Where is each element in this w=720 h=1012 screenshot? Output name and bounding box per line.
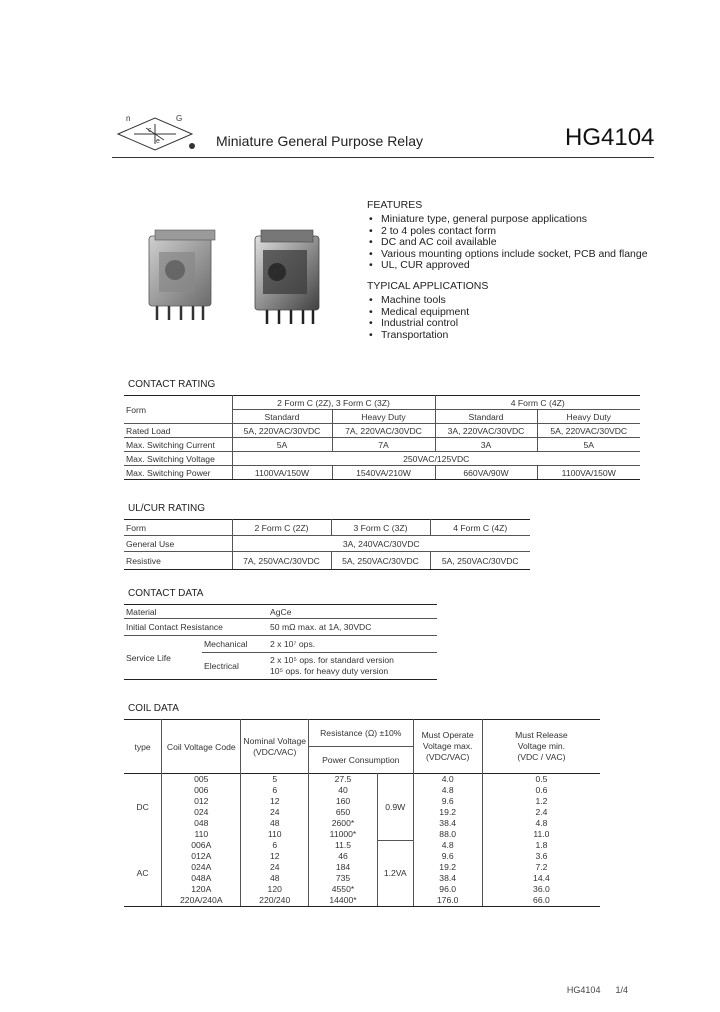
row-label: Resistive xyxy=(124,552,232,570)
nominal-voltage: 120 xyxy=(241,884,309,895)
resistance: 160 xyxy=(309,796,378,807)
header-nominal xyxy=(241,720,309,774)
cell xyxy=(268,653,437,680)
cell: 1540VA/210W xyxy=(332,466,435,480)
row-label: Max. Switching Voltage xyxy=(124,452,232,466)
svg-text:n: n xyxy=(126,114,131,123)
list-item: • Industrial control xyxy=(367,318,469,330)
operate-voltage: 4.8 xyxy=(413,840,482,851)
resistance: 11.5 xyxy=(309,840,378,851)
svg-text:G: G xyxy=(176,114,183,123)
column-header: 4 Form C (4Z) xyxy=(430,520,530,536)
coil-type-dc: DC xyxy=(124,774,162,841)
coil-code: 048A xyxy=(162,873,241,884)
operate-voltage: 19.2 xyxy=(413,807,482,818)
resistance: 14400* xyxy=(309,895,378,907)
document-subtitle: Miniature General Purpose Relay xyxy=(216,133,423,149)
list-item: • Miniature type, general purpose applications xyxy=(367,214,648,226)
list-item: • Transportation xyxy=(367,330,469,342)
cell: 5A, 250VAC/30VDC xyxy=(430,552,530,570)
header-release xyxy=(482,720,600,774)
resistance: 735 xyxy=(309,873,378,884)
coil-code: 048 xyxy=(162,818,241,829)
row-label: Max. Switching Power xyxy=(124,466,232,480)
row-label: Rated Load xyxy=(124,424,232,438)
row-label: Max. Switching Current xyxy=(124,438,232,452)
nominal-voltage: 12 xyxy=(241,851,309,862)
coil-type-ac: AC xyxy=(124,840,162,907)
header-operate-line: Must Operate xyxy=(421,730,474,740)
nominal-voltage: 6 xyxy=(241,785,309,796)
release-voltage: 2.4 xyxy=(535,807,548,817)
coil-code: 024 xyxy=(162,807,241,818)
coil-code: 005 xyxy=(162,774,241,786)
operate-voltage: 38.4 xyxy=(413,873,482,884)
cell: 5A, 220VAC/30VDC xyxy=(232,424,332,438)
row-label: General Use xyxy=(124,536,232,552)
ul-rating-table xyxy=(124,519,530,570)
cell: 5A, 220VAC/30VDC xyxy=(537,424,640,438)
footer-model: HG4104 xyxy=(566,985,601,995)
resistance: 650 xyxy=(309,807,378,818)
sub-header: Heavy Duty xyxy=(332,410,435,424)
operate-voltage: 9.6 xyxy=(413,796,482,807)
release-voltage: 4.8 xyxy=(535,818,548,828)
coil-code: 024A xyxy=(162,862,241,873)
nominal-voltage: 24 xyxy=(241,862,309,873)
coil-data-title: COIL DATA xyxy=(128,703,179,714)
resistance: 46 xyxy=(309,851,378,862)
coil-code: 110 xyxy=(162,829,241,840)
nominal-voltage: 24 xyxy=(241,807,309,818)
resistance: 11000* xyxy=(309,829,378,840)
release-voltage: 36.0 xyxy=(533,884,550,894)
applications-title: TYPICAL APPLICATIONS xyxy=(367,280,489,292)
svg-text:c: c xyxy=(148,127,152,134)
page-number: 1/4 xyxy=(615,985,628,995)
header-release-line: (VDC / VAC) xyxy=(517,752,566,762)
page-footer xyxy=(567,985,628,995)
cell: 1100VA/150W xyxy=(232,466,332,480)
electrical-standard: 2 x 10⁵ ops. for standard version xyxy=(270,655,394,665)
resistance: 27.5 xyxy=(309,774,378,786)
header-release-line: Must Release xyxy=(515,730,568,740)
nominal-voltage: 48 xyxy=(241,873,309,884)
operate-voltage: 4.0 xyxy=(413,774,482,786)
sub-header: Standard xyxy=(435,410,537,424)
operate-voltage: 176.0 xyxy=(413,895,482,907)
contact-data-title: CONTACT DATA xyxy=(128,588,204,599)
coil-code: 220A/240A xyxy=(162,895,241,907)
power-dc: 0.9W xyxy=(377,774,413,841)
company-logo xyxy=(112,112,198,154)
coil-code: 006A xyxy=(162,840,241,851)
ul-rating-title: UL/CUR RATING xyxy=(128,503,206,514)
coil-code: 120A xyxy=(162,884,241,895)
cell: 5A xyxy=(537,438,640,452)
cell: 3A xyxy=(435,438,537,452)
cell: 3A, 220VAC/30VDC xyxy=(435,424,537,438)
release-voltage: 14.4 xyxy=(533,873,550,883)
contact-rating-table xyxy=(124,395,640,480)
cell: 7A, 250VAC/30VDC xyxy=(232,552,331,570)
header-nominal-line: (VDC/VAC) xyxy=(253,746,297,757)
contact-rating-title: CONTACT RATING xyxy=(128,379,216,390)
power-ac: 1.2VA xyxy=(377,840,413,907)
nominal-voltage: 5 xyxy=(241,774,309,786)
list-item: • DC and AC coil available xyxy=(367,237,648,249)
nominal-voltage: 12 xyxy=(241,796,309,807)
form-label: Form xyxy=(124,396,232,424)
model-number: HG4104 xyxy=(565,124,655,151)
contact-data-table xyxy=(124,604,437,680)
sub-header: Heavy Duty xyxy=(537,410,640,424)
header-nominal-line: Nominal Voltage xyxy=(243,735,307,746)
operate-voltage: 38.4 xyxy=(413,818,482,829)
release-voltage: 0.5 xyxy=(482,774,600,786)
nominal-voltage: 6 xyxy=(241,840,309,851)
release-voltage: 7.2 xyxy=(535,862,548,872)
header-resistance: Resistance (Ω) ±10% xyxy=(309,720,414,747)
electrical-heavy-duty: 10⁵ ops. for heavy duty version xyxy=(270,666,389,676)
resistance: 4550* xyxy=(309,884,378,895)
header-type: type xyxy=(124,720,162,774)
nominal-voltage: 220/240 xyxy=(241,895,309,907)
list-item: • UL, CUR approved xyxy=(367,260,648,272)
operate-voltage: 96.0 xyxy=(413,884,482,895)
cell: 2 x 10⁷ ops. xyxy=(268,636,437,653)
features-title: FEATURES xyxy=(367,199,423,211)
list-item: • Various mounting options include socket, PCB and flange xyxy=(367,249,648,261)
group-2z-3z: 2 Form C (2Z), 3 Form C (3Z) xyxy=(232,396,435,410)
cell: 5A, 250VAC/30VDC xyxy=(331,552,430,570)
cell: 7A, 220VAC/30VDC xyxy=(332,424,435,438)
list-item: • 2 to 4 poles contact form xyxy=(367,226,648,238)
resistance: 40 xyxy=(309,785,378,796)
cell: 3A, 240VAC/30VDC xyxy=(232,536,530,552)
svg-text:e: e xyxy=(156,138,160,145)
header-operate-line: (VDC/VAC) xyxy=(426,752,470,762)
cell: 250VAC/125VDC xyxy=(232,452,640,466)
resistance: 2600* xyxy=(309,818,378,829)
coil-code: 006 xyxy=(162,785,241,796)
form-label: Form xyxy=(124,520,232,536)
row-label: Service Life xyxy=(124,636,202,680)
release-voltage: 66.0 xyxy=(482,895,600,907)
release-voltage: 11.0 xyxy=(533,829,550,839)
header-rule xyxy=(112,157,654,158)
features-list xyxy=(367,214,648,272)
coil-code: 012A xyxy=(162,851,241,862)
header-power: Power Consumption xyxy=(309,747,414,774)
operate-voltage: 4.8 xyxy=(413,785,482,796)
cell: 660VA/90W xyxy=(435,466,537,480)
coil-code: 012 xyxy=(162,796,241,807)
row-label: Initial Contact Resistance xyxy=(124,619,268,636)
row-label: Electrical xyxy=(202,653,268,680)
header-release-line: Voltage min. xyxy=(517,741,566,751)
relay-product-photo xyxy=(145,222,325,330)
column-header: 2 Form C (2Z) xyxy=(232,520,331,536)
cell: 7A xyxy=(332,438,435,452)
coil-data-table xyxy=(124,719,600,907)
nominal-voltage: 110 xyxy=(241,829,309,840)
list-item: • Machine tools xyxy=(367,295,469,307)
operate-voltage: 9.6 xyxy=(413,851,482,862)
applications-list xyxy=(367,295,469,341)
operate-voltage: 19.2 xyxy=(413,862,482,873)
cell: 50 mΩ max. at 1A, 30VDC xyxy=(268,619,437,636)
cell: 5A xyxy=(232,438,332,452)
header-operate-line: Voltage max. xyxy=(422,741,473,751)
group-4z: 4 Form C (4Z) xyxy=(435,396,640,410)
cell: 1100VA/150W xyxy=(537,466,640,480)
sub-header: Standard xyxy=(232,410,332,424)
row-label: Mechanical xyxy=(202,636,268,653)
release-voltage: 3.6 xyxy=(535,851,548,861)
header-operate xyxy=(413,720,482,774)
release-voltage: 1.2 xyxy=(535,796,548,806)
release-voltage: 0.6 xyxy=(535,785,548,795)
row-label: Material xyxy=(124,605,268,619)
release-voltage: 1.8 xyxy=(535,840,548,850)
resistance: 184 xyxy=(309,862,378,873)
column-header: 3 Form C (3Z) xyxy=(331,520,430,536)
list-item: • Medical equipment xyxy=(367,307,469,319)
nominal-voltage: 48 xyxy=(241,818,309,829)
operate-voltage: 88.0 xyxy=(413,829,482,840)
cell: AgCe xyxy=(268,605,437,619)
header-code: Coil Voltage Code xyxy=(162,720,241,774)
